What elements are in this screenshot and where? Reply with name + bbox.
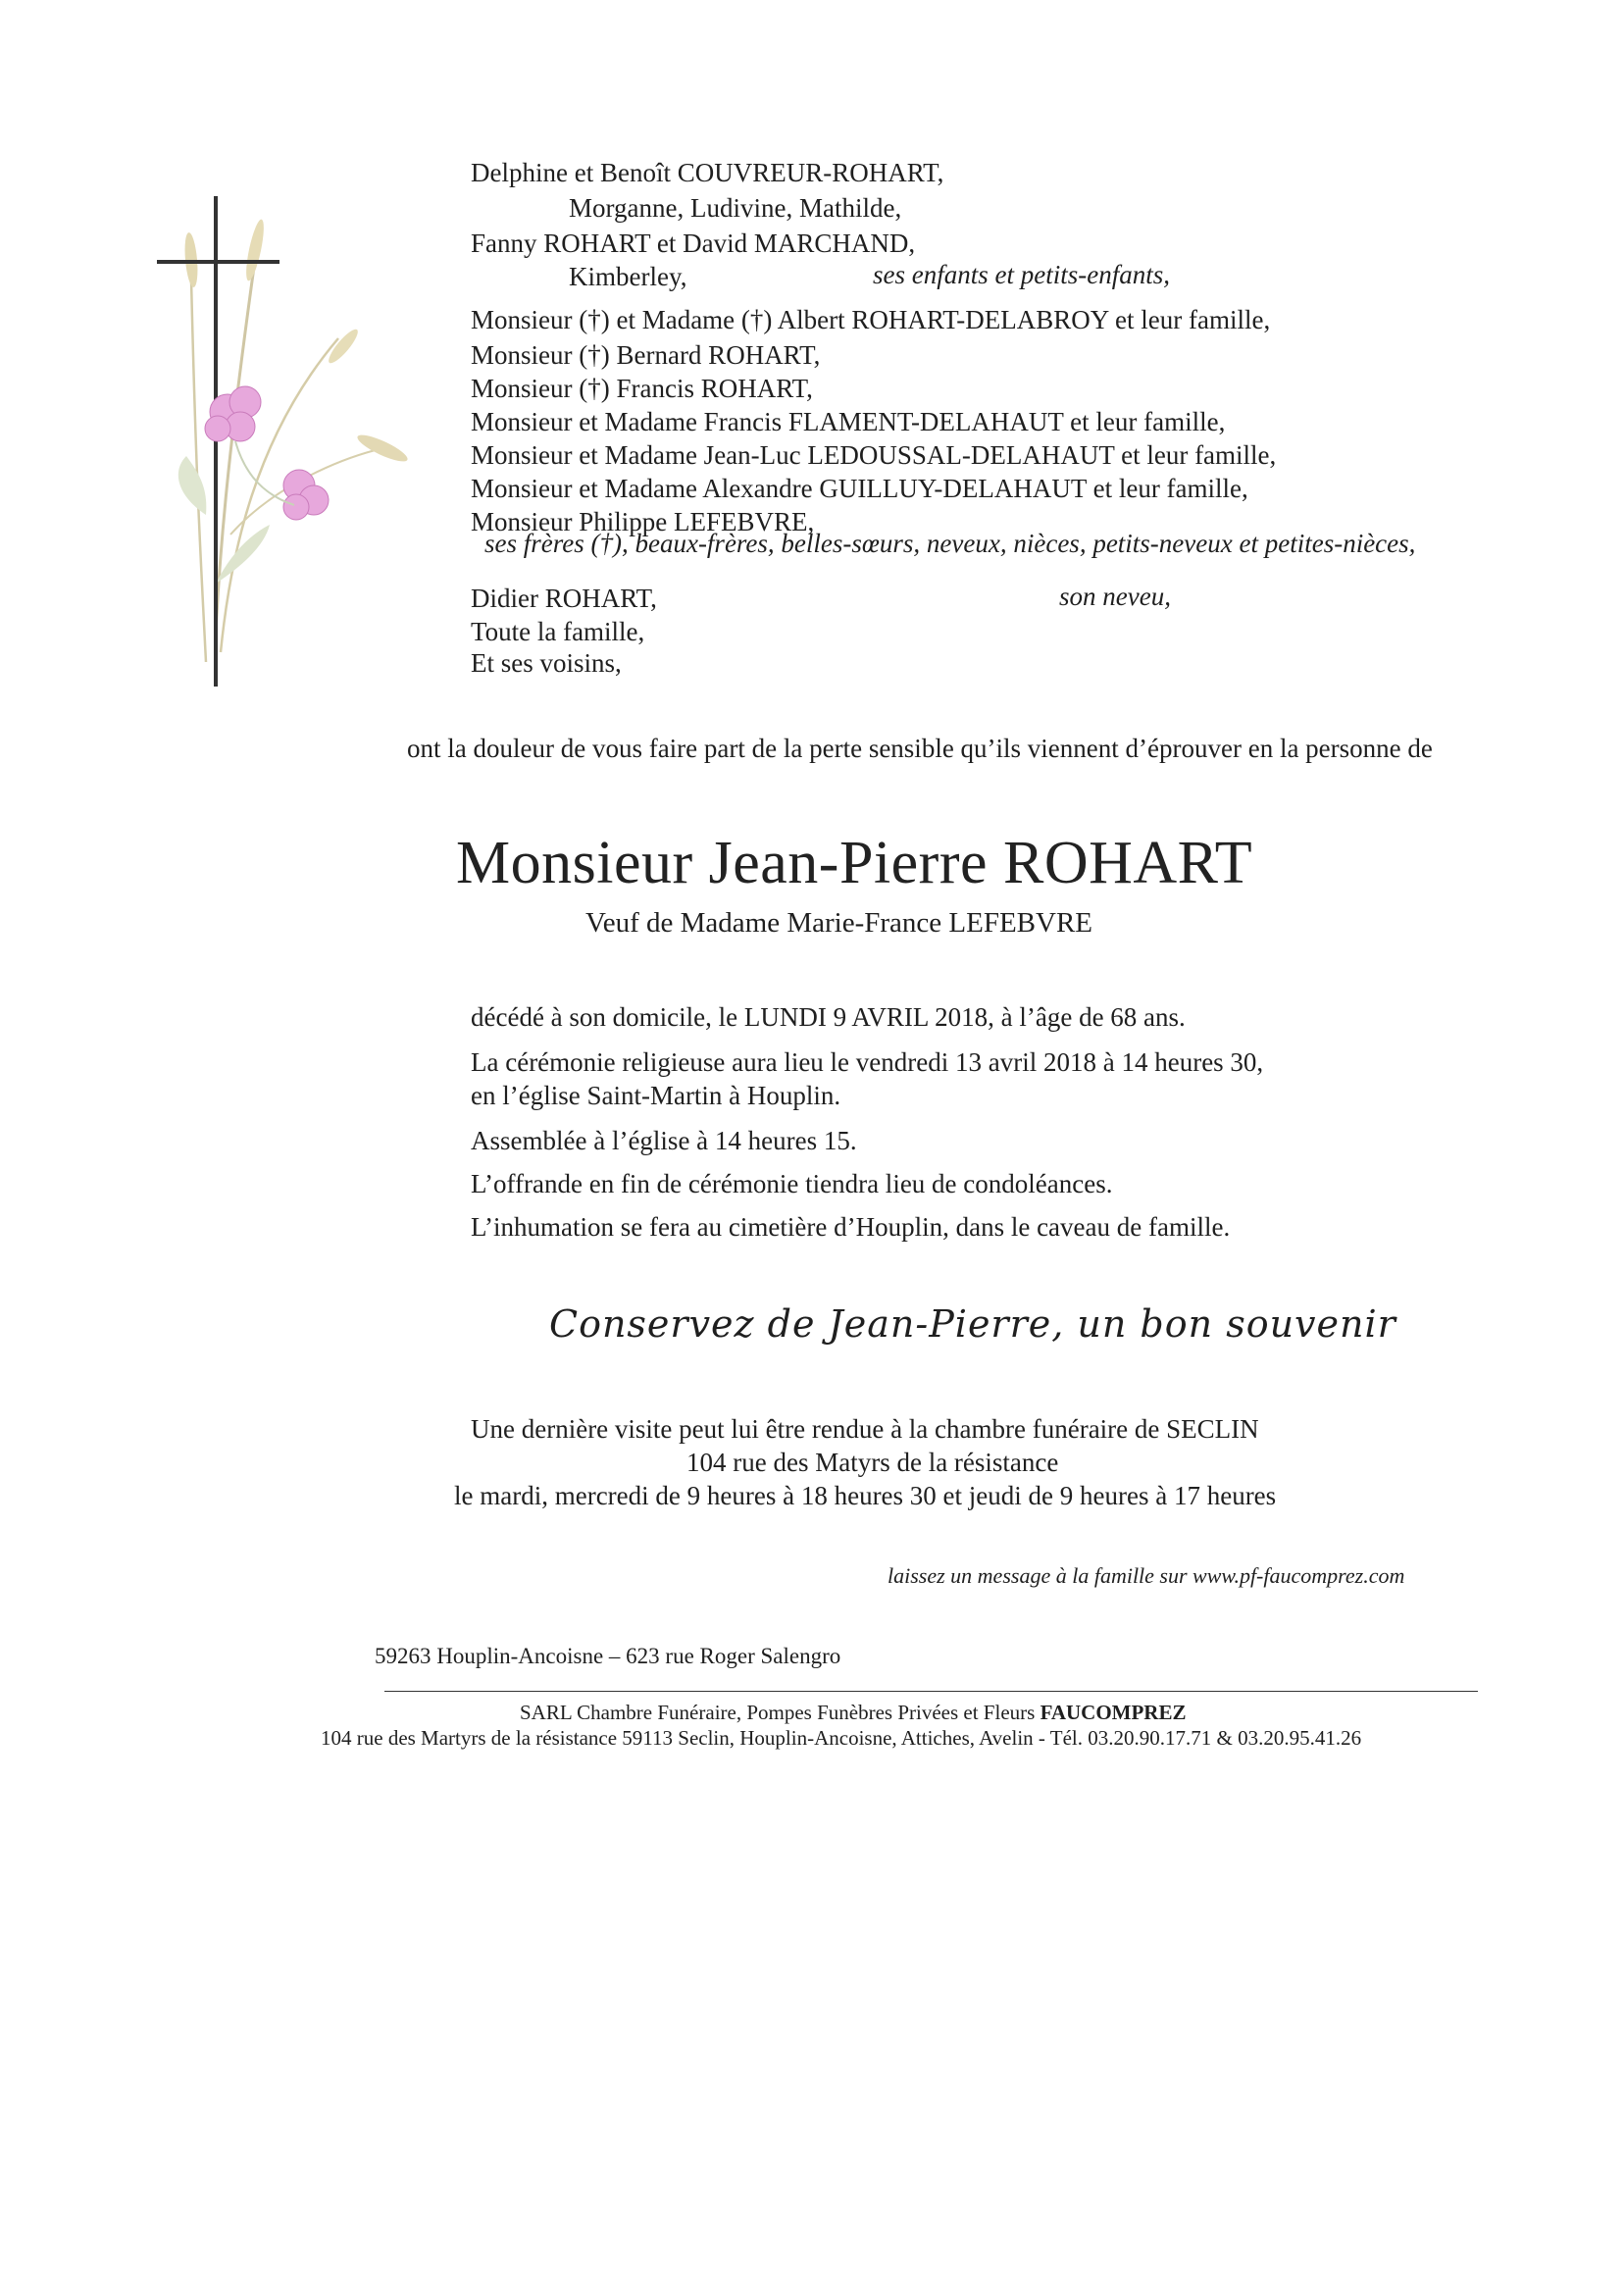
footer-company (520, 1701, 1187, 1725)
death-line: décédé à son domicile, le LUNDI 9 AVRIL 2018, à l’âge de 68 ans. (471, 1002, 1186, 1032)
website-message: laissez un message à la famille sur www.pf-faucomprez.com (888, 1563, 1405, 1588)
nephew-role: son neveu, (1059, 582, 1171, 611)
sibling-line: Monsieur (†) Francis ROHART, (471, 374, 813, 403)
family-line: Kimberley, (569, 262, 687, 291)
visit-line: Une dernière visite peut lui être rendue à la chambre funéraire de SECLIN (471, 1414, 1259, 1444)
ceremony-line: en l’église Saint-Martin à Houplin. (471, 1081, 841, 1110)
footer-divider (384, 1691, 1478, 1692)
family-line: Fanny ROHART et David MARCHAND, (471, 229, 916, 258)
sibling-line: Monsieur (†) et Madame (†) Albert ROHART-DELABROY et leur famille, (471, 305, 1271, 334)
deceased-name: Monsieur Jean-Pierre ROHART (456, 830, 1253, 896)
assembly-line: Assemblée à l’église à 14 heures 15. (471, 1126, 857, 1155)
family-line: Morganne, Ludivine, Mathilde, (569, 193, 902, 223)
visit-hours: le mardi, mercredi de 9 heures à 18 heures 30 et jeudi de 9 heures à 17 heures (454, 1481, 1277, 1510)
footer-contact: 104 rue des Martyrs de la résistance 59113 Seclin, Houplin-Ancoisne, Attiches, Avelin - Tél. 03.20.90.17.71 & 03.20.95.41.26 (321, 1726, 1362, 1750)
deceased-subtitle: Veuf de Madame Marie-France LEFEBVRE (585, 907, 1093, 939)
visit-address: 104 rue des Matyrs de la résistance (686, 1448, 1059, 1477)
nephew-line: Didier ROHART, (471, 584, 657, 613)
family-role: ses enfants et petits-enfants, (873, 260, 1170, 289)
family-line: Delphine et Benoît COUVREUR-ROHART, (471, 158, 944, 187)
siblings-role: ses frères (†), beaux-frères, belles-sœurs, neveux, nièces, petits-neveux et petites-nièces, (484, 529, 1416, 558)
ceremony-line: La cérémonie religieuse aura lieu le vendredi 13 avril 2018 à 14 heures 30, (471, 1047, 1264, 1077)
burial-line: L’inhumation se fera au cimetière d’Houplin, dans le caveau de famille. (471, 1212, 1231, 1242)
footer-company-prefix: SARL Chambre Funéraire, Pompes Funèbres Privées et Fleurs (520, 1701, 1036, 1724)
address: 59263 Houplin-Ancoisne – 623 rue Roger Salengro (375, 1644, 841, 1668)
sibling-line: Monsieur et Madame Alexandre GUILLUY-DELAHAUT et leur famille, (471, 474, 1248, 503)
sibling-line: Monsieur et Madame Jean-Luc LEDOUSSAL-DELAHAUT et leur famille, (471, 440, 1277, 470)
family-line: Et ses voisins, (471, 648, 622, 678)
offering-line: L’offrande en fin de cérémonie tiendra lieu de condoléances. (471, 1169, 1113, 1198)
family-line: Toute la famille, (471, 617, 645, 646)
sibling-line: Monsieur et Madame Francis FLAMENT-DELAHAUT et leur famille, (471, 407, 1226, 436)
cross-with-flowers-icon (147, 191, 422, 691)
memorial-script: Conservez de Jean-Pierre, un bon souvenir (549, 1302, 1396, 1346)
announcement: ont la douleur de vous faire part de la perte sensible qu’ils viennent d’éprouver en la personne de (407, 734, 1433, 763)
footer-company-name: FAUCOMPREZ (1040, 1701, 1187, 1724)
sibling-line: Monsieur Philippe LEFEBVRE, (471, 507, 815, 536)
sibling-line: Monsieur (†) Bernard ROHART, (471, 340, 821, 370)
